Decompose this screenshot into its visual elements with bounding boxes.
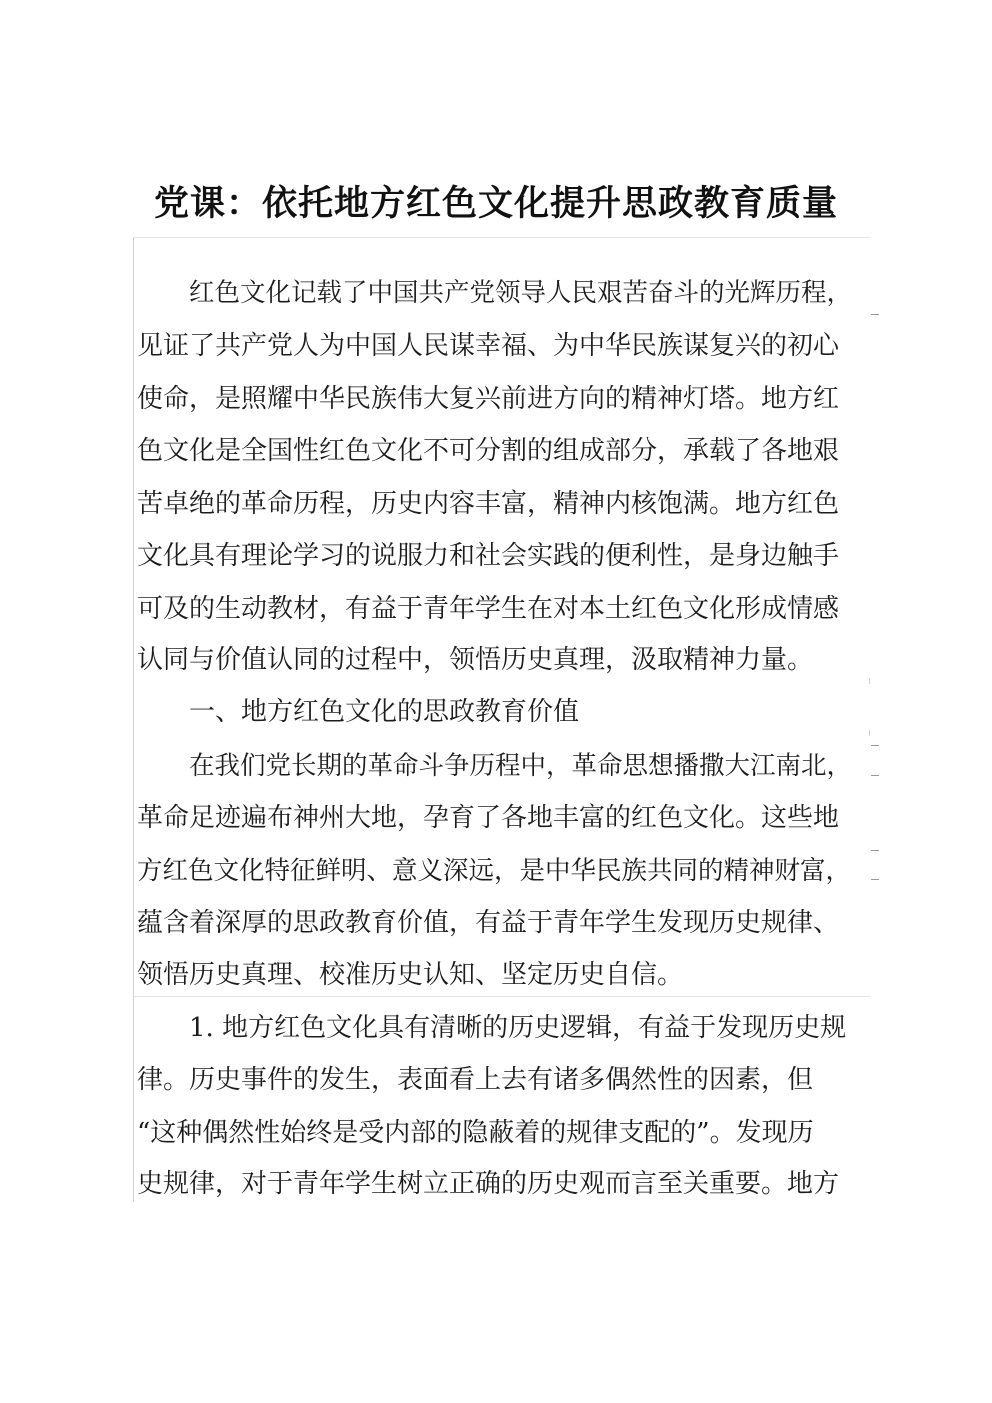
paragraph-line: 见证了共产党人为中国人民谋幸福、为中华民族谋复兴的初心 (137, 331, 840, 361)
line-end-mark (871, 879, 879, 880)
paragraph-line: 使命，是照耀中华民族伟大复兴前进方向的精神灯塔。地方红 (137, 384, 840, 414)
paragraph-line: 可及的生动教材，有益于青年学生在对本土红色文化形成情感 (137, 594, 840, 624)
document-title: 党课：依托地方红色文化提升思政教育质量 (153, 183, 838, 224)
frame-corner-mark (869, 730, 870, 736)
paragraph-line: 苦卓绝的革命历程，历史内容丰富，精神内核饱满。地方红色 (137, 489, 840, 519)
paragraph-line: 认同与价值认同的过程中，领悟历史真理，汲取精神力量。 (137, 645, 814, 675)
section-divider (133, 996, 870, 997)
paragraph-line: 在我们党长期的革命斗争历程中，革命思想播撒大江南北， (189, 751, 853, 781)
paragraph-line: 文化具有理论学习的说服力和社会实践的便利性，是身边触手 (137, 541, 840, 571)
line-end-mark (871, 314, 879, 315)
paragraph-line: 革命足迹遍布神州大地，孕育了各地丰富的红色文化。这些地 (137, 803, 840, 833)
paragraph-line: 红色文化记载了中国共产党领导人民艰苦奋斗的光辉历程， (189, 278, 853, 308)
paragraph-line: 色文化是全国性红色文化不可分割的组成部分，承载了各地艰 (137, 436, 840, 466)
line-end-mark (871, 745, 879, 746)
paragraph-line: 史规律，对于青年学生树立正确的历史观而言至关重要。地方 (137, 1169, 840, 1199)
line-end-mark (871, 850, 879, 851)
line-end-mark (871, 775, 879, 776)
paragraph-line: “这种偶然性始终是受内部的隐蔽着的规律支配的”。发现历 (137, 1118, 814, 1148)
paragraph-line: 蕴含着深厚的思政教育价值，有益于青年学生发现历史规律、 (137, 908, 840, 938)
paragraph-line: 1. 地方红色文化具有清晰的历史逻辑，有益于发现历史规 (189, 1013, 847, 1043)
paragraph-line: 律。历史事件的发生，表面看上去有诸多偶然性的因素，但 (137, 1065, 814, 1095)
paragraph-line: 领悟历史真理、校准历史认知、坚定历史自信。 (137, 960, 684, 990)
frame-top-rule (133, 237, 870, 238)
frame-corner-mark (869, 678, 870, 684)
section-heading: 一、地方红色文化的思政教育价值 (189, 697, 580, 727)
paragraph-line: 方红色文化特征鲜明、意义深远，是中华民族共同的精神财富， (137, 856, 852, 886)
